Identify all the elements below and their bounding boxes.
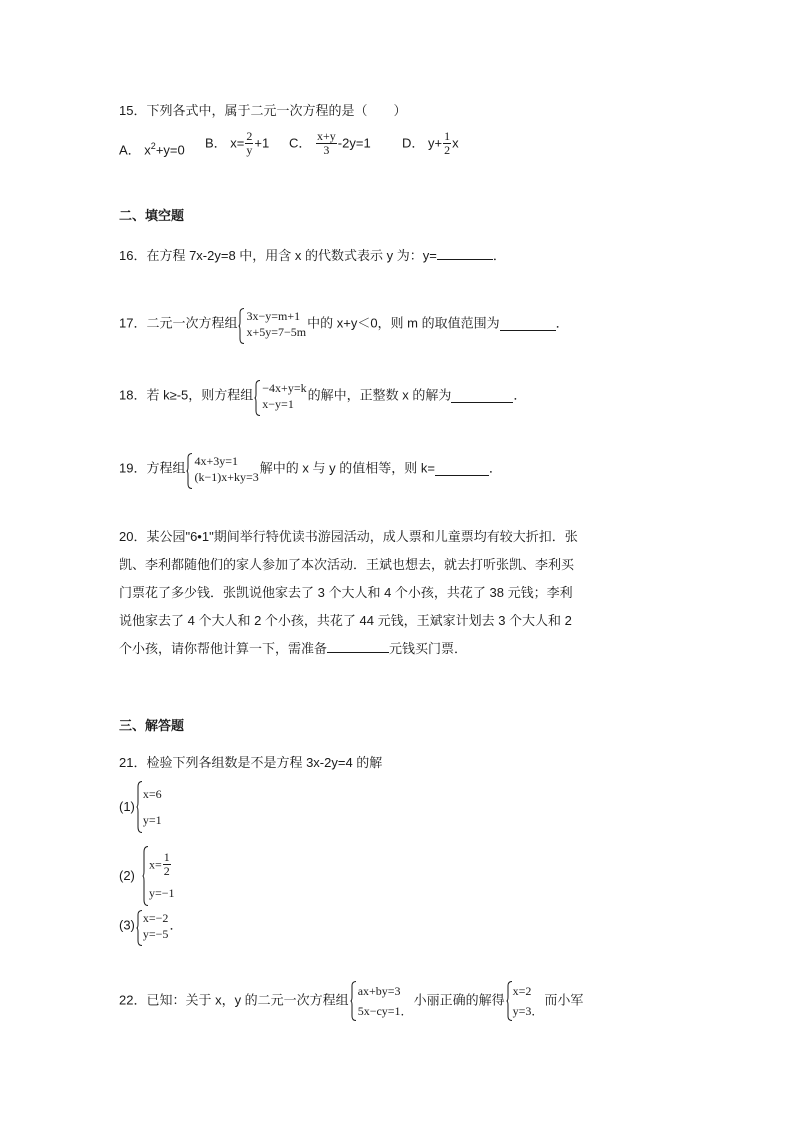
solution-system: x= $\frac{1}{2}$ y=−1: [142, 846, 175, 906]
left-brace-icon: [142, 846, 149, 906]
solution-system: x=2 y=3．: [506, 981, 544, 1021]
option-a: A． $x^2+y=0$: [119, 141, 185, 158]
equation-system: 3x−y=m+1 x+5y=7−5m: [238, 308, 306, 340]
left-brace-icon: [136, 781, 143, 833]
text-line: 门票花了多少钱．张凯说他家去了 3 个大人和 4 个小孩，共花了 38 元钱；李利: [119, 585, 573, 600]
left-brace-icon: [136, 910, 143, 946]
question-19: 19．方程组 4x+3y=1 (k−1)x+ky=3 解中的 x 与 y 的值相等，则 k= ．: [119, 450, 502, 487]
left-brace-icon: [186, 453, 193, 489]
equation-system: ax+by=3 5x−cy=1．: [350, 981, 413, 1021]
left-brace-icon: [350, 981, 357, 1021]
left-brace-icon: [254, 380, 261, 416]
answer-blank: [451, 389, 513, 403]
answer-blank: [500, 317, 556, 331]
left-brace-icon: [506, 981, 513, 1021]
fraction: $\frac{1}{2}$: [444, 129, 451, 157]
option-d: D． y+ $\frac{1}{2}$ x: [402, 129, 459, 157]
solution-system: x=−2 y=−5: [136, 910, 169, 942]
text-line: 个小孩，请你帮他计算一下，需准备 元钱买门票．: [119, 641, 468, 656]
answer-blank: [435, 462, 489, 476]
question-16: 16．在方程 7x-2y=8 中，用含 x 的代数式表示 y 为：y= ．: [119, 248, 506, 263]
question-22: 22．已知：关于 x，y 的二元一次方程组 ax+by=3 5x−cy=1． 小丽正确的解得 x=2 y=3． 而小军: [119, 980, 583, 1021]
option-b: B． x= $\frac{2}{y}$ +1: [205, 129, 270, 157]
equation-system: 4x+3y=1 (k−1)x+ky=3: [186, 453, 258, 485]
fraction: $\frac{x+y}{3}$: [317, 129, 336, 157]
option-c: C． $\frac{x+y}{3}$ -2y=1: [289, 129, 371, 157]
answer-blank: [327, 639, 389, 653]
question-21-stem: 21．检验下列各组数是不是方程 3x-2y=4 的解: [119, 755, 383, 770]
question-21-part-3: (3) x=−2 y=−5 ．: [119, 907, 182, 944]
solution-system: x=6 y=1: [136, 781, 162, 833]
question-17: 17．二元一次方程组 3x−y=m+1 x+5y=7−5m 中的 x+y＜0，则 m 的取值范围为 ．: [119, 305, 569, 342]
equation-system: −4x+y=k x−y=1: [254, 380, 306, 412]
section-heading-fill-blank: 二、填空题: [119, 208, 185, 223]
answer-blank: [437, 246, 493, 260]
fraction: $\frac{2}{y}$: [246, 129, 253, 157]
question-21-part-1: (1) x=6 y=1: [119, 781, 163, 833]
question-15-stem: 15．下列各式中，属于二元一次方程的是（ ）: [119, 103, 407, 118]
question-18: 18．若 k≥-5，则方程组 −4x+y=k x−y=1 的解中，正整数 x 的解为 ．: [119, 377, 526, 414]
section-heading-solve: 三、解答题: [119, 718, 185, 733]
text-line: 凯、李利都随他们的家人参加了本次活动．王斌也想去，就去打听张凯、李利买: [119, 557, 575, 572]
fraction: $\frac{1}{2}$: [163, 849, 170, 878]
text-line: 说他家去了 4 个大人和 2 个小孩，共花了 44 元钱，王斌家计划去 3 个大人和 2: [119, 613, 572, 628]
left-brace-icon: [238, 308, 245, 344]
question-20: [119, 523, 679, 663]
text-line: 20．某公园"6•1"期间举行特优读书游园活动，成人票和儿童票均有较大折扣．张: [119, 529, 578, 544]
